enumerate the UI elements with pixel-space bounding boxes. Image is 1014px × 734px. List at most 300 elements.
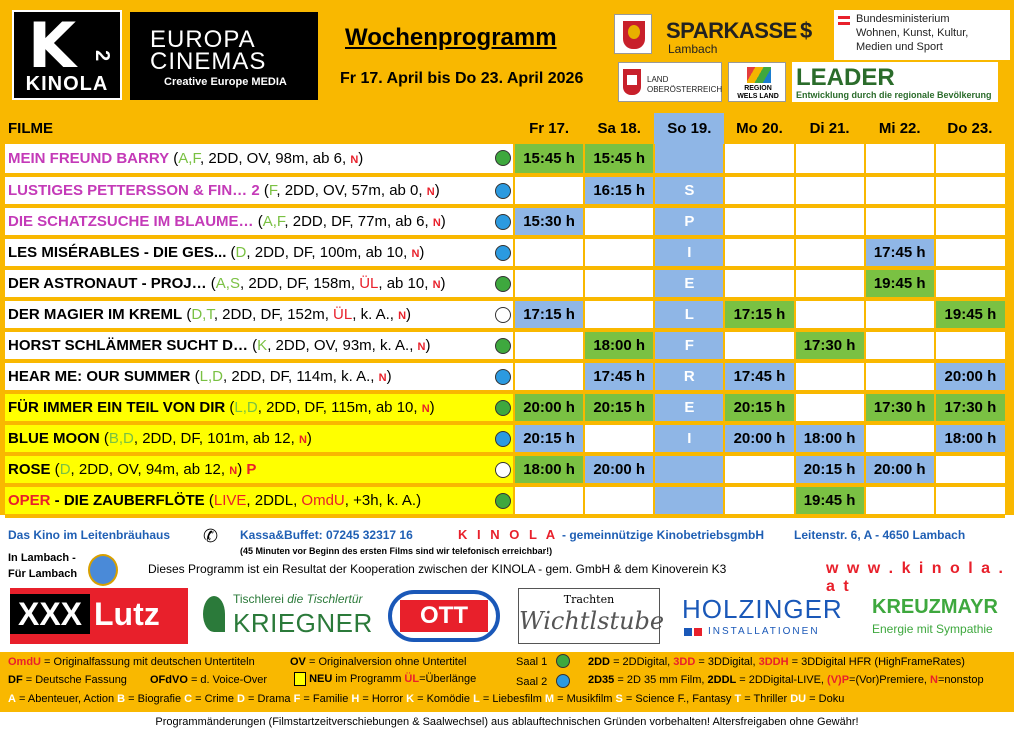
film-meta — [205, 492, 421, 509]
ott-logo — [388, 588, 500, 644]
table-row — [5, 175, 1005, 206]
empty-cell — [865, 330, 935, 361]
paren: ) — [406, 306, 412, 323]
table-header-row — [5, 113, 1005, 144]
date-range: Fr 17. April bis Do 23. April 2026 — [340, 70, 584, 87]
genre-key: T — [734, 693, 742, 705]
film-meta — [248, 337, 430, 354]
flag-icon — [838, 16, 850, 19]
empty-cell — [935, 485, 1005, 516]
phone-icon: ✆ — [203, 526, 219, 546]
legend-saal2: Saal 2 — [516, 676, 548, 688]
paren: ) — [434, 182, 440, 199]
leaf-icon — [203, 596, 225, 632]
paren: ) — [440, 275, 446, 292]
film-nonstop-flag: N — [432, 217, 441, 229]
table-row — [5, 237, 1005, 268]
xxxlutz-b: Lutz — [94, 596, 160, 632]
legend — [0, 652, 1014, 712]
film-cell[interactable] — [5, 454, 514, 485]
paren: ( — [204, 492, 214, 509]
film-meta — [182, 306, 411, 323]
paren: ) — [425, 337, 431, 354]
legend-df: DF = Deutsche Fassung — [8, 674, 127, 686]
holzinger-logo — [682, 588, 854, 644]
showtime-cell[interactable]: 19:45 h — [935, 299, 1005, 330]
film-meta — [191, 368, 392, 385]
showtime-cell[interactable]: 17:30 h — [935, 392, 1005, 423]
europa-line3: Creative Europe MEDIA — [164, 76, 287, 88]
film-genre: A,F — [178, 150, 200, 167]
film-rest: , 2DD, OV, 94m, ab 12, — [70, 461, 230, 478]
film-rest2: , k. A., — [352, 306, 399, 323]
empty-cell — [514, 175, 584, 206]
film-cell[interactable] — [5, 485, 514, 516]
showtime-cell[interactable]: 17:45 h — [865, 237, 935, 268]
genre-key: S — [615, 693, 623, 705]
genre-key: F — [293, 693, 301, 705]
day-header: Sa 18. — [584, 113, 654, 144]
showtime-cell[interactable]: 17:45 h — [584, 361, 654, 392]
showtime-cell[interactable]: 20:00 h — [865, 454, 935, 485]
film-rest: , 2DD, DF, 114m, k. A., — [223, 368, 379, 385]
empty-cell — [514, 485, 584, 516]
table-row — [5, 361, 1005, 392]
genre-value: = Liebesfilm — [479, 693, 545, 705]
empty-cell — [795, 361, 865, 392]
empty-cell — [584, 268, 654, 299]
sunday-letter: E — [654, 392, 724, 423]
film-nonstop-flag: N — [432, 279, 441, 291]
film-rest: , 2DD, DF, 115m, ab 10, — [257, 399, 422, 416]
film-rest: , 2DD, DF, 101m, ab 12, — [133, 430, 299, 447]
paren: ) — [429, 399, 435, 416]
kassa-phone[interactable]: Kassa&Buffet: 07245 32317 16 — [240, 528, 413, 542]
empty-cell — [795, 237, 865, 268]
paren: ) — [306, 430, 312, 447]
film-rest: , 2DD, DF, 77m, ab 6, — [284, 213, 433, 230]
genre-value: = Familie — [300, 693, 352, 705]
film-meta — [254, 213, 446, 230]
saal-dot-icon — [495, 183, 511, 199]
showtime-cell[interactable]: 20:15 h — [724, 392, 794, 423]
paren: ( — [169, 150, 179, 167]
film-nonstop-flag: N — [411, 248, 420, 260]
region-logo — [728, 62, 786, 102]
showtime-cell[interactable]: 19:45 h — [795, 485, 865, 516]
genre-value: = Biografie — [125, 693, 185, 705]
kassa-note: (45 Minuten vor Beginn des ersten Films sind wir telefonisch erreichbar!) — [240, 546, 553, 556]
film-genre: L,D — [199, 368, 224, 385]
empty-cell — [865, 206, 935, 237]
film-cell[interactable] — [5, 299, 514, 330]
kinola-logo-letter: K — [28, 9, 77, 82]
kriegner-top — [233, 592, 363, 606]
showtime-cell[interactable]: 15:30 h — [514, 206, 584, 237]
paren: ( — [253, 213, 263, 230]
paren: ( — [206, 275, 216, 292]
kriegner-name: KRIEGNER — [233, 608, 373, 638]
film-cell[interactable] — [5, 330, 514, 361]
sparkasse-s-icon: $ — [800, 18, 813, 43]
neu-box-icon — [294, 672, 306, 686]
showtime-cell[interactable]: 18:00 h — [795, 423, 865, 454]
genre-key: D — [237, 693, 245, 705]
sunday-letter: F — [654, 330, 724, 361]
legend-saal1: Saal 1 — [516, 656, 548, 668]
film-nonstop-flag: N — [421, 403, 430, 415]
genre-value: = Musikfilm — [554, 693, 616, 705]
kinola-brand-tail: - gemeinnützige KinobetriebsgmbH — [562, 528, 765, 542]
table-row — [5, 454, 1005, 485]
paren: ( — [259, 182, 269, 199]
saal-dot-icon — [495, 369, 511, 385]
day-header: Di 21. — [795, 113, 865, 144]
empty-cell — [724, 206, 794, 237]
wicht-name: Wichtlstube — [519, 607, 665, 635]
europa-line2: CINEMAS — [150, 48, 267, 75]
schedule-table — [5, 113, 1005, 518]
europa-cinemas-logo — [130, 12, 318, 100]
genre-key: K — [406, 693, 415, 705]
region-stripes-icon — [747, 67, 771, 83]
film-cell[interactable] — [5, 144, 514, 175]
paren: ) — [358, 150, 364, 167]
genre-key: C — [184, 693, 193, 705]
saal-dot-icon — [495, 493, 511, 509]
film-nonstop-flag: N — [298, 434, 307, 446]
showtime-cell[interactable]: 15:45 h — [584, 144, 654, 175]
paren: ( — [190, 368, 200, 385]
genre-key: L — [473, 693, 480, 705]
empty-cell — [865, 423, 935, 454]
film-genre: L,D — [234, 399, 258, 416]
holz-sub: INSTALLATIONEN — [708, 626, 820, 637]
empty-cell — [584, 299, 654, 330]
empty-cell — [795, 206, 865, 237]
paren: ) — [237, 461, 243, 478]
film-rest2: , ab 10, — [378, 275, 433, 292]
showtime-cell[interactable]: 16:15 h — [584, 175, 654, 206]
film-genre: A,F — [262, 213, 285, 230]
sunday-letter — [654, 454, 724, 485]
empty-cell — [935, 268, 1005, 299]
day-header: Do 23. — [935, 113, 1005, 144]
film-genre: D — [59, 461, 71, 478]
film-nonstop-flag: N — [350, 154, 359, 166]
film-nonstop-flag: N — [417, 341, 426, 353]
saal-dot-icon — [495, 338, 511, 354]
paren: ) — [416, 492, 422, 509]
film-nonstop-flag: N — [426, 186, 435, 198]
showtime-cell[interactable]: 19:45 h — [865, 268, 935, 299]
empty-cell — [865, 299, 935, 330]
saal-dot-icon — [495, 462, 511, 478]
film-meta — [260, 182, 440, 199]
empty-cell — [935, 144, 1005, 175]
empty-cell — [935, 330, 1005, 361]
kriegner-logo — [203, 588, 373, 644]
lambach-crest-icon — [88, 554, 118, 586]
paren: ) — [419, 244, 425, 261]
film-genre: D — [235, 244, 247, 261]
legend-genres — [8, 693, 844, 705]
showtime-cell[interactable]: 18:00 h — [935, 423, 1005, 454]
in-lambach-line: Für Lambach — [8, 568, 78, 580]
saal-dot-icon — [495, 150, 511, 166]
europa-line1: EUROPA — [150, 26, 256, 53]
empty-cell — [584, 237, 654, 268]
saal-dot-icon — [495, 276, 511, 292]
empty-cell — [724, 330, 794, 361]
empty-cell — [865, 485, 935, 516]
film-rest: , 2DD, OV, 98m, ab 6, — [199, 150, 351, 167]
film-rest: , 2DD, DF, 100m, ab 10, — [246, 244, 412, 261]
film-rest: , 2DD, DF, 152m, — [213, 306, 334, 323]
film-cell[interactable] — [5, 361, 514, 392]
sunday-letter: I — [654, 237, 724, 268]
film-column-header: FILME — [5, 113, 514, 144]
ministry-logo — [834, 10, 1010, 60]
legend-formats2: 2D35 = 2D 35 mm Film, 2DDL = 2DDigital-LIVE, (V)P=(Vor)Premiere, N=nonstop — [588, 674, 984, 686]
day-header: Fr 17. — [514, 113, 584, 144]
showtime-cell[interactable]: 20:15 h — [584, 392, 654, 423]
day-header: So 19. — [654, 113, 724, 144]
kriegner-top-word: Tischlerei — [233, 592, 284, 606]
film-genre: LIVE — [213, 492, 247, 509]
film-cell[interactable] — [5, 392, 514, 423]
leader-logo — [792, 62, 998, 102]
sunday-letter — [654, 485, 724, 516]
genre-value: = Komödie — [414, 693, 474, 705]
paren: ) — [386, 368, 392, 385]
showtime-cell[interactable]: 18:00 h — [514, 454, 584, 485]
region-line: WELS LAND — [737, 93, 779, 100]
table-row — [5, 423, 1005, 454]
film-genre: A,S — [215, 275, 240, 292]
film-title: MEIN FREUND BARRY — [8, 150, 170, 167]
paren: ( — [225, 399, 235, 416]
in-lambach-line: In Lambach - — [8, 552, 76, 564]
showtime-cell[interactable]: 20:15 h — [795, 454, 865, 485]
genre-value: = Crime — [192, 693, 238, 705]
empty-cell — [584, 206, 654, 237]
wicht-top: Trachten — [563, 593, 615, 606]
showtime-cell[interactable]: 20:00 h — [935, 361, 1005, 392]
kreuz-sub: Energie mit Sympathie — [872, 622, 993, 636]
showtime-cell[interactable]: 20:00 h — [514, 392, 584, 423]
film-title: DER MAGIER IM KREML — [8, 306, 183, 323]
empty-cell — [935, 454, 1005, 485]
genre-key: M — [544, 693, 555, 705]
film-nonstop-flag: N — [229, 465, 238, 477]
land-oe-line: OBERÖSTERREICH — [647, 85, 723, 94]
sunday-letter: P — [654, 206, 724, 237]
empty-cell — [724, 485, 794, 516]
table-row — [5, 485, 1005, 516]
day-header: Mo 20. — [724, 113, 794, 144]
empty-cell — [514, 361, 584, 392]
film-title: OPER — [8, 492, 51, 509]
film-cell[interactable] — [5, 423, 514, 454]
legend-omdu: OmdU = Originalfassung mit deutschen Untertiteln — [8, 656, 255, 668]
ministry-line: Wohnen, Kunst, Kultur, — [856, 27, 969, 39]
genre-key: DU — [790, 693, 807, 705]
table-row — [5, 299, 1005, 330]
showtime-cell[interactable]: 17:30 h — [795, 330, 865, 361]
legend-formats: 2DD = 2DDigital, 3DD = 3DDigital, 3DDH = 3DDigital HFR (HighFrameRates) — [588, 656, 965, 668]
leader-name: LEADER — [796, 64, 895, 91]
disclaimer: Programmänderungen (Filmstartzeitverschiebungen & Saalwechsel) aus ablauftechnischen Gründen vorbehalten! Altersfreigaben ohne Gewähr! — [155, 716, 859, 728]
film-nonstop-flag: N — [378, 372, 387, 384]
table-row — [5, 392, 1005, 423]
film-title: ROSE — [8, 461, 51, 478]
showtime-cell[interactable]: 20:00 h — [584, 454, 654, 485]
paren: ( — [248, 337, 258, 354]
empty-cell — [584, 485, 654, 516]
sparkasse-sub: Lambach — [668, 42, 718, 56]
genre-value: = Drama — [244, 693, 294, 705]
film-rest: , 2DD, DF, 158m, — [239, 275, 360, 292]
film-meta — [225, 399, 434, 416]
film-title: HEAR ME: OUR SUMMER — [8, 368, 191, 385]
film-genre: K — [257, 337, 268, 354]
saal2-dot-icon — [556, 674, 570, 688]
empty-cell — [724, 268, 794, 299]
saal1-dot-icon — [556, 654, 570, 668]
film-title: DIE SCHATZSUCHE IM BLAUME… — [8, 213, 254, 230]
saal-dot-icon — [495, 431, 511, 447]
holz-name: HOLZINGER — [682, 594, 843, 624]
xxxlutz-logo — [10, 588, 188, 644]
sunday-letter: S — [654, 175, 724, 206]
film-nonstop-flag: N — [398, 310, 407, 322]
sunday-letter: E — [654, 268, 724, 299]
film-rest: , 2DDL, — [246, 492, 302, 509]
showtime-cell[interactable]: 18:00 h — [584, 330, 654, 361]
table-row — [5, 206, 1005, 237]
address: Leitenstr. 6, A - 4650 Lambach — [794, 528, 966, 542]
showtime-cell[interactable]: 20:00 h — [724, 423, 794, 454]
empty-cell — [795, 144, 865, 175]
film-meta — [51, 461, 243, 478]
ministry-line: Bundesministerium — [856, 13, 950, 25]
empty-cell — [865, 144, 935, 175]
genre-key: H — [351, 693, 360, 705]
film-rest: , 2DD, OV, 93m, k. A., — [267, 337, 418, 354]
empty-cell — [514, 268, 584, 299]
kreuzmayr-logo — [872, 588, 1002, 644]
film-meta — [100, 430, 312, 447]
empty-cell — [865, 175, 935, 206]
film-overlength: ÜL — [333, 306, 353, 323]
leader-sub: Entwicklung durch die regionale Bevölkerung — [796, 90, 992, 100]
showtime-cell[interactable]: 17:30 h — [865, 392, 935, 423]
film-genre: F — [268, 182, 277, 199]
showtime-cell[interactable]: 15:45 h — [514, 144, 584, 175]
film-overlength: ÜL — [359, 275, 379, 292]
empty-cell — [935, 237, 1005, 268]
table-row — [5, 144, 1005, 175]
empty-cell — [584, 423, 654, 454]
film-title-tail: - DIE ZAUBERFLÖTE — [50, 492, 205, 509]
region-line: REGION — [744, 85, 772, 92]
genre-key: B — [117, 693, 126, 705]
film-title: LES MISÉRABLES - DIE GES... — [8, 244, 227, 261]
showtime-cell[interactable]: 17:45 h — [724, 361, 794, 392]
film-genre: B,D — [108, 430, 134, 447]
cooperation-note: Dieses Programm ist ein Resultat der Kooperation zwischen der KINOLA - gem. GmbH & dem Kinoverein K3 — [148, 562, 727, 576]
showtime-cell[interactable]: 17:15 h — [724, 299, 794, 330]
sunday-letter: R — [654, 361, 724, 392]
paren: ( — [99, 430, 109, 447]
showtime-cell[interactable]: 20:15 h — [514, 423, 584, 454]
paren: ) — [440, 213, 446, 230]
kreuz-name: KREUZMAYR — [872, 596, 998, 618]
day-header: Mi 22. — [865, 113, 935, 144]
schedule-area — [0, 110, 1014, 515]
kinola-brand: K I N O L A — [458, 527, 559, 542]
header — [0, 0, 1014, 110]
empty-cell — [724, 454, 794, 485]
kinola-logo-sub: 2 — [91, 49, 114, 62]
sunday-letter — [654, 144, 724, 175]
crest-icon — [614, 14, 652, 54]
empty-cell — [724, 144, 794, 175]
paren: ( — [182, 306, 192, 323]
table-row — [5, 330, 1005, 361]
film-title: HORST SCHLÄMMER SUCHT D… — [8, 337, 248, 354]
paren: ( — [50, 461, 60, 478]
film-meta — [169, 150, 363, 167]
empty-cell — [795, 299, 865, 330]
sparkasse-name: SPARKASSE — [666, 18, 797, 43]
ott-name: OTT — [400, 600, 488, 632]
genre-value: = Horror — [359, 693, 407, 705]
film-title: LUSTIGES PETTERSSON & FIN… 2 — [8, 182, 260, 199]
kriegner-top-script: die Tischlertür — [287, 592, 363, 606]
saal-dot-icon — [495, 245, 511, 261]
empty-cell — [795, 175, 865, 206]
legend-neu: NEU im Programm ÜL=Überlänge — [294, 672, 476, 686]
film-cell[interactable] — [5, 206, 514, 237]
showtime-cell[interactable]: 17:15 h — [514, 299, 584, 330]
website-link[interactable]: w w w . k i n o l a . a t — [826, 560, 1005, 595]
genre-value: = Thriller — [741, 693, 791, 705]
genre-value: = Abenteuer, Action — [15, 693, 118, 705]
film-cell[interactable] — [5, 175, 514, 206]
film-rest: , 2DD, OV, 57m, ab 0, — [276, 182, 427, 199]
wichtlstube-logo — [518, 588, 665, 644]
sunday-letter: I — [654, 423, 724, 454]
film-cell[interactable] — [5, 237, 514, 268]
sparkasse-logo — [666, 14, 826, 56]
xxxlutz-a: XXX — [10, 594, 90, 634]
kino-name: Das Kino im Leitenbräuhaus — [8, 528, 171, 542]
film-cell[interactable] — [5, 268, 514, 299]
saal-dot-icon — [495, 307, 511, 323]
genre-key: A — [8, 693, 16, 705]
table-row — [5, 268, 1005, 299]
ministry-line: Medien und Sport — [856, 41, 943, 53]
film-meta — [226, 244, 424, 261]
ministry-text — [856, 12, 968, 54]
film-rest2: , +3h, k. A. — [344, 492, 417, 509]
film-title: FÜR IMMER EIN TEIL VON DIR — [8, 399, 226, 416]
film-omdu: OmdU — [301, 492, 345, 509]
empty-cell — [935, 175, 1005, 206]
empty-cell — [865, 361, 935, 392]
